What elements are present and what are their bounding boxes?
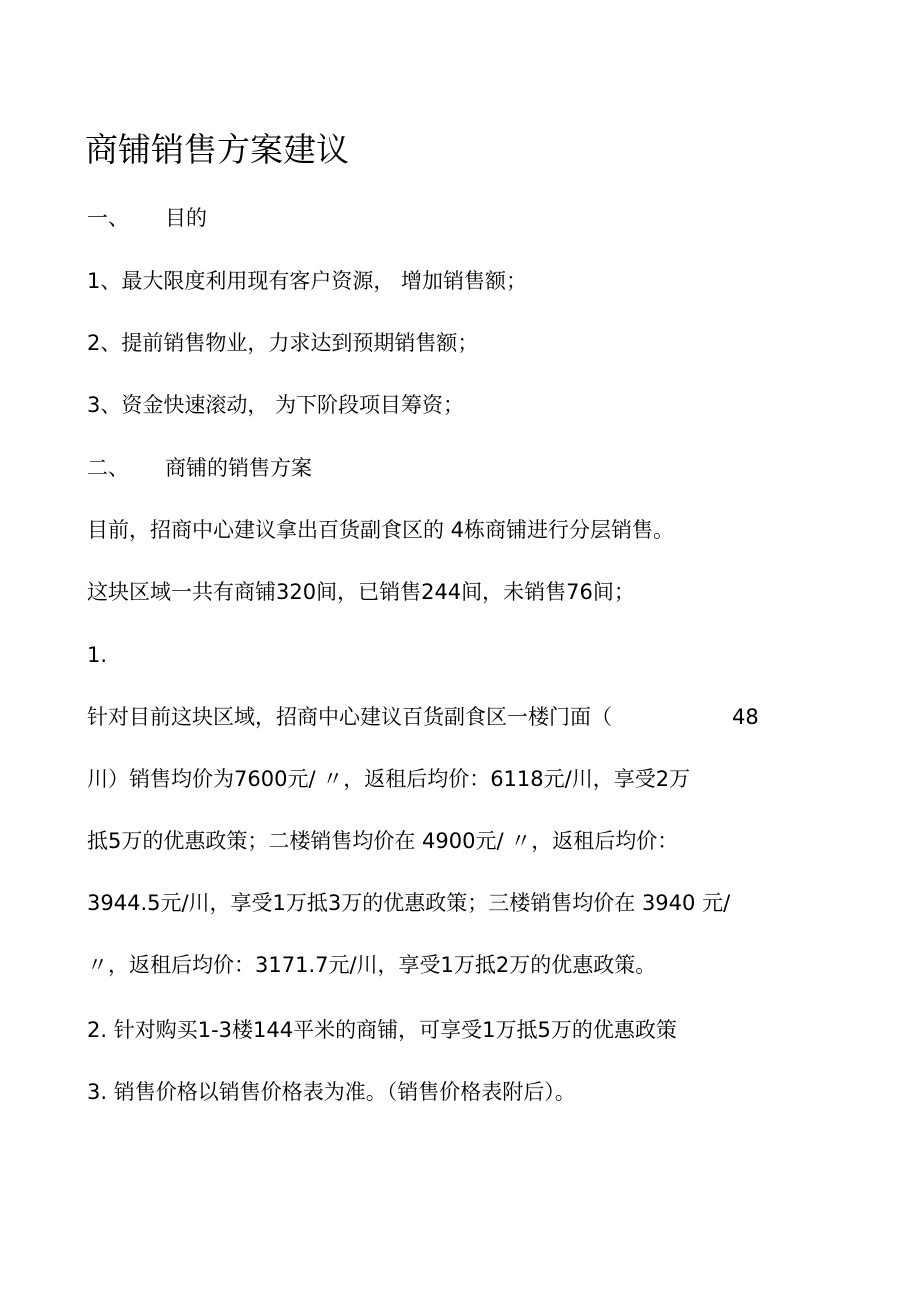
- area-value: 48: [732, 705, 759, 729]
- document-title: 商铺销售方案建议: [85, 130, 349, 169]
- list-item: 2. 针对购买1-3楼144平米的商铺，可享受1万抵5万的优惠政策: [87, 1018, 677, 1042]
- section-title: 目的: [165, 206, 207, 230]
- intro-paragraph: 这块区域一共有商铺320间，已销售244间，未销售76间；: [87, 580, 635, 604]
- list-item-number: 1.: [87, 643, 108, 667]
- goal-item-3: 3、资金快速滚动， 为下阶段项目筹资；: [87, 393, 465, 417]
- goal-item-2: 2、提前销售物业，力求达到预期销售额；: [87, 331, 479, 355]
- body-line: 3944.5元/川，享受1万抵3万的优惠政策；三楼销售均价在 3940 元/: [87, 891, 731, 915]
- section-heading-purpose: [87, 204, 207, 232]
- section-title: 商铺的销售方案: [165, 456, 312, 480]
- body-line: 针对目前这块区域，招商中心建议百货副食区一楼门面（: [87, 705, 612, 729]
- body-line: 抵5万的优惠政策；二楼销售均价在 4900元/ 〃，返租后均价：: [87, 829, 679, 853]
- body-line: 川）销售均价为7600元/ 〃，返租后均价：6118元/川，享受2万: [87, 767, 691, 791]
- section-number: 二、: [87, 456, 129, 480]
- body-line: 〃，返租后均价：3171.7元/川，享受1万抵2万的优惠政策。: [87, 953, 657, 977]
- intro-paragraph: 目前，招商中心建议拿出百货副食区的 4栋商铺进行分层销售。: [87, 518, 675, 542]
- section-heading-plan: [87, 454, 312, 482]
- section-number: 一、: [87, 206, 129, 230]
- list-item: 3. 销售价格以销售价格表为准。（销售价格表附后）。: [87, 1080, 576, 1104]
- goal-item-1: 1、最大限度利用现有客户资源， 增加销售额；: [87, 269, 528, 293]
